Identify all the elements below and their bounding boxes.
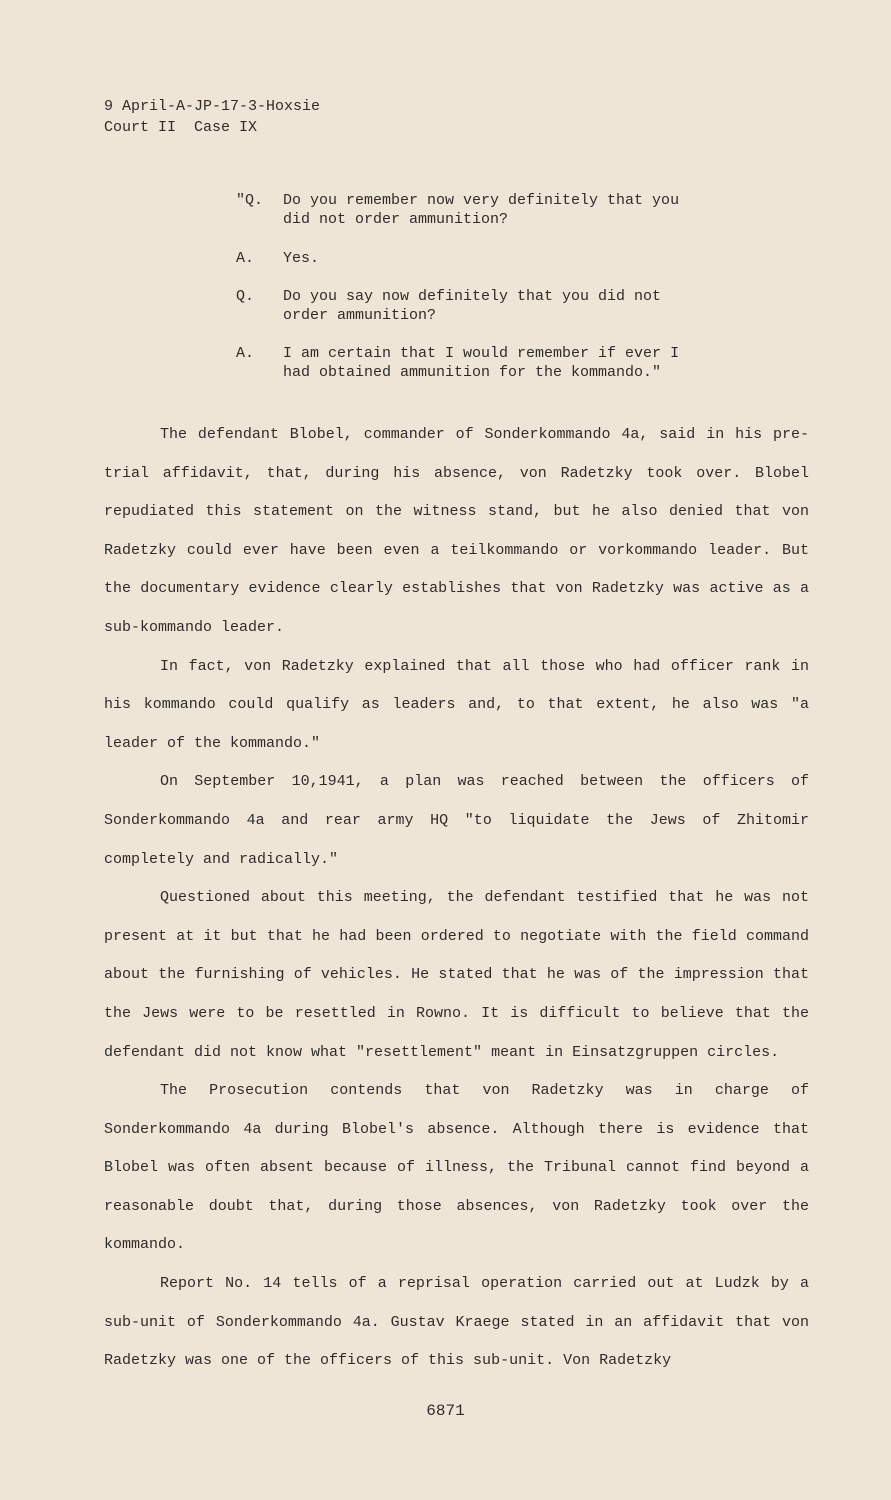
document-header — [104, 96, 320, 138]
qa-label: "Q. — [236, 192, 264, 209]
qa-text: Do you remember now very definitely that you did not order ammunition? — [283, 192, 680, 228]
paragraph: In fact, von Radetzky explained that all those who had officer rank in his kommando could qualify as leaders and, to that extent, he also was "a leader of the kommando." — [104, 657, 809, 752]
paragraph: On September 10,1941, a plan was reached between the officers of Sonderkommando 4a and rear army HQ "to liquidate the Jews of Zhitomir completely and radically." — [104, 773, 809, 868]
qa-text: I am certain that I would remember if ever I had obtained ammunition for the kommando." — [283, 345, 680, 381]
qa-text: Do you say now definitely that you did not order ammunition? — [283, 288, 662, 324]
paragraph: Report No. 14 tells of a reprisal operation carried out at Ludzk by a sub-unit of Sonderkommando 4a. Gustav Kraege stated in an affidavit that von Radetzky was one of the officers of this sub-unit. Von Radetzky — [104, 1275, 809, 1370]
page-number: 6871 — [426, 1402, 465, 1420]
qa-label: A. — [236, 250, 255, 267]
body-text — [104, 416, 809, 1381]
header-court-case: Court II Case IX — [104, 119, 258, 136]
paragraph: The Prosecution contends that von Radetzky was in charge of Sonderkommando 4a during Blobel's absence. Although there is evidence that Blobel was often absent because of illness, the Tribunal cannot find beyond a reasonable doubt that, during those absences, von Radetzky took over the kommando. — [104, 1082, 809, 1254]
paragraph: Questioned about this meeting, the defendant testified that he was not present at it but that he had been ordered to negotiate with the field command about the furnishing of vehicles. He stated that he was of the impression that the Jews were to be resettled in Rowno. It is difficult to believe that the defendant did not know what "resettlement" meant in Einsatzgruppen circles. — [104, 889, 809, 1061]
qa-label: Q. — [236, 288, 255, 305]
qa-label: A. — [236, 345, 255, 362]
header-reference: 9 April-A-JP-17-3-Hoxsie — [104, 98, 321, 115]
paragraph: The defendant Blobel, commander of Sonderkommando 4a, said in his pre-trial affidavit, that, during his absence, von Radetzky took over. Blobel repudiated this statement on the witness stand, but he also denied that von Radetzky could ever have been even a teilkommando or vorkommando leader. But the documentary evidence clearly establishes that von Radetzky was active as a sub-kommando leader. — [104, 426, 809, 636]
qa-text: Yes. — [283, 250, 320, 267]
